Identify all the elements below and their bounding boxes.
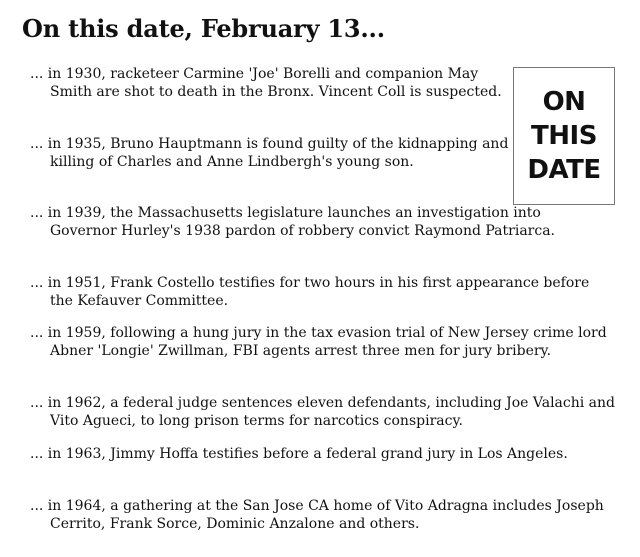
event-entry-1962: ... in 1962, a federal judge sentences eleven defendants, including Joe Valachi and Vito Agueci, to long prison terms for narcotics conspiracy. [30, 395, 615, 429]
event-entry-1930: ... in 1930, racketeer Carmine 'Joe' Borelli and companion May Smith are shot to death in the Bronx. Vincent Coll is suspected. [30, 66, 502, 100]
badge-line-1: ON [542, 87, 586, 117]
event-entry-1935: ... in 1935, Bruno Hauptmann is found guilty of the kidnapping and killing of Charles and Anne Lindbergh's young son. [30, 136, 509, 170]
event-entry-1951: ... in 1951, Frank Costello testifies for two hours in his first appearance before the Kefauver Committee. [30, 275, 590, 309]
event-entry-1963: ... in 1963, Jimmy Hoffa testifies before a federal grand jury in Los Angeles. [30, 446, 568, 462]
badge-line-2: THIS [531, 121, 597, 151]
page-title: On this date, February 13... [22, 14, 385, 43]
event-entry-1964: ... in 1964, a gathering at the San Jose CA home of Vito Adragna includes Joseph Cerrito, Frank Sorce, Dominic Anzalone and others. [30, 498, 604, 532]
badge-line-3: DATE [527, 155, 601, 185]
event-entry-1939: ... in 1939, the Massachusetts legislature launches an investigation into Governor Hurley's 1938 pardon of robbery convict Raymond Patriarca. [30, 205, 555, 239]
event-entry-1959: ... in 1959, following a hung jury in the tax evasion trial of New Jersey crime lord Abner 'Longie' Zwillman, FBI agents arrest three men for jury bribery. [30, 325, 607, 359]
on-this-date-badge [513, 67, 615, 205]
